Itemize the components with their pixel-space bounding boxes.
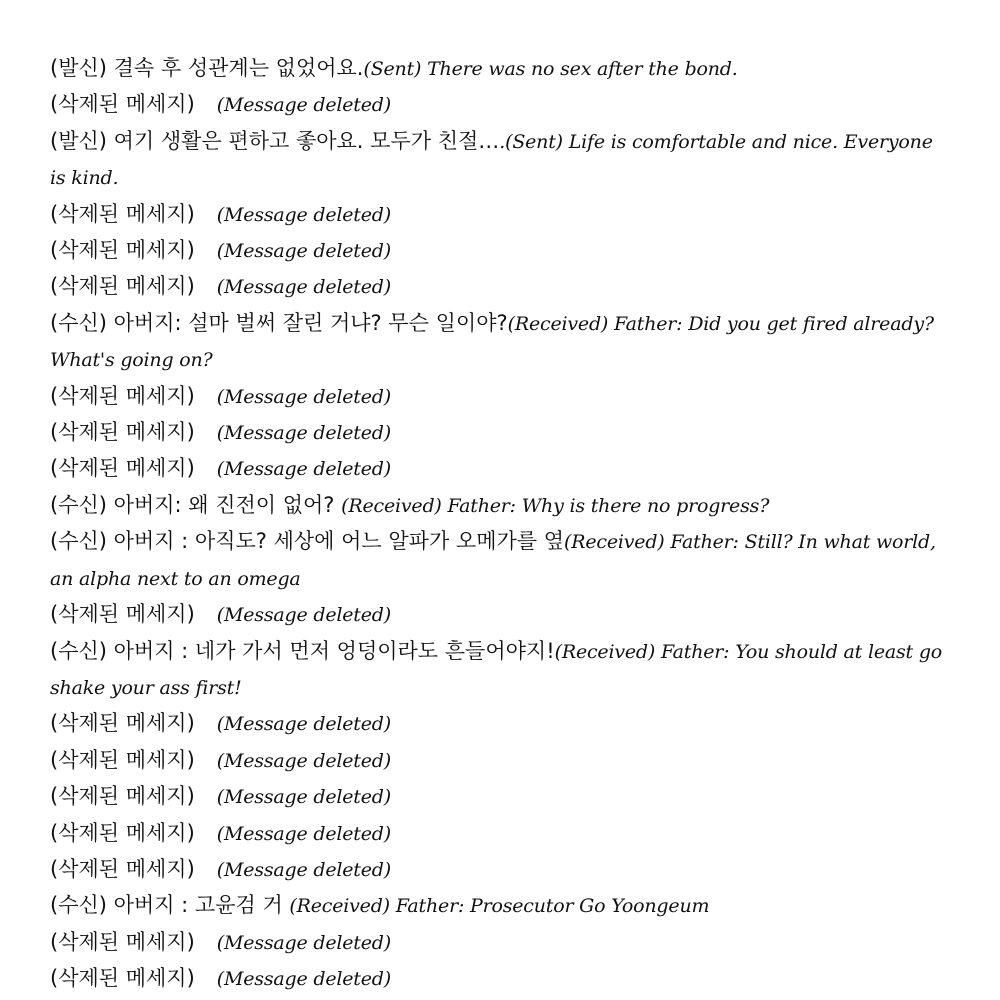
english-translation: (Message deleted)	[216, 968, 391, 991]
korean-text: (삭제된 메세지)	[50, 92, 195, 117]
english-translation: (Message deleted)	[216, 240, 391, 263]
deleted-message	[50, 743, 950, 779]
received-message	[50, 634, 950, 707]
english-translation: (Message deleted)	[216, 822, 391, 845]
deleted-message	[50, 269, 950, 305]
english-translation: (Received) Father: Did you get fired already? What's going on?	[50, 312, 934, 372]
korean-text: (발신) 결속 후 성관계는 없었어요.	[50, 56, 364, 80]
received-message	[50, 488, 950, 524]
deleted-message	[50, 233, 950, 269]
korean-text: (발신) 여기 생활은 편하고 좋아요. 모두가 친절…	[50, 128, 500, 153]
korean-text: (삭제된 메세지)	[50, 747, 195, 772]
deleted-message	[50, 816, 950, 852]
received-message	[50, 524, 950, 597]
english-translation: (Received) Father: Still? In what world, an alpha next to an omega	[50, 531, 936, 590]
english-translation: (Received) Father: You should at least go shake your ass first!	[50, 640, 943, 699]
sent-message	[50, 124, 950, 197]
korean-text: (삭제된 메세지)	[50, 201, 195, 226]
english-translation: (Received) Father: Prosecutor Go Yoongeum	[289, 895, 710, 918]
korean-text: (수신) 아버지: 왜 진전이 없어?	[50, 492, 342, 517]
korean-text: (삭제된 메세지)	[50, 784, 195, 809]
deleted-message	[50, 415, 950, 451]
english-translation: .(Sent) Life is comfortable and nice. Everyone is kind.	[50, 130, 933, 190]
english-translation: (Received) Father: Why is there no progress?	[341, 494, 770, 517]
deleted-message	[50, 852, 950, 888]
english-translation: (Message deleted)	[216, 94, 391, 117]
korean-text: (수신) 아버지: 설마 벌써 잘린 거냐? 무슨 일이야?	[50, 310, 508, 335]
english-translation: (Message deleted)	[216, 786, 391, 809]
deleted-message	[50, 451, 950, 487]
english-translation: (Message deleted)	[216, 931, 391, 954]
korean-text: (삭제된 메세지)	[50, 238, 195, 263]
korean-text: (삭제된 메세지)	[50, 420, 195, 445]
english-translation: (Message deleted)	[216, 203, 391, 226]
sent-message	[50, 51, 950, 87]
deleted-message	[50, 379, 950, 415]
korean-text: (삭제된 메세지)	[50, 383, 195, 408]
deleted-message	[50, 961, 950, 997]
english-translation: (Sent) There was no sex after the bond.	[363, 58, 738, 80]
korean-text: (수신) 아버지 : 네가 가서 먼저 엉덩이라도 흔들어야지!	[50, 638, 555, 663]
korean-text: (삭제된 메세지)	[50, 856, 195, 881]
english-translation: (Message deleted)	[216, 422, 391, 445]
korean-text: (삭제된 메세지)	[50, 820, 195, 845]
received-message	[50, 888, 950, 924]
korean-text: (수신) 아버지 : 아직도? 세상에 어느 알파가 오메가를 옆	[50, 529, 565, 554]
english-translation: (Message deleted)	[216, 713, 391, 736]
deleted-message	[50, 706, 950, 742]
deleted-message	[50, 197, 950, 233]
message-log	[50, 51, 950, 998]
deleted-message	[50, 925, 950, 961]
korean-text: (삭제된 메세지)	[50, 456, 195, 481]
english-translation: (Message deleted)	[216, 749, 391, 772]
english-translation: (Message deleted)	[216, 604, 391, 627]
deleted-message	[50, 87, 950, 123]
korean-text: (삭제된 메세지)	[50, 711, 195, 736]
deleted-message	[50, 779, 950, 815]
korean-text: (삭제된 메세지)	[50, 966, 195, 991]
korean-text: (삭제된 메세지)	[50, 602, 195, 627]
korean-text: (삭제된 메세지)	[50, 929, 195, 954]
english-translation: (Message deleted)	[216, 385, 391, 408]
received-message	[50, 306, 950, 379]
english-translation: (Message deleted)	[216, 858, 391, 881]
korean-text: (삭제된 메세지)	[50, 274, 195, 299]
korean-text: (수신) 아버지 : 고윤검 거	[50, 893, 290, 918]
english-translation: (Message deleted)	[216, 276, 391, 299]
deleted-message	[50, 597, 950, 633]
english-translation: (Message deleted)	[216, 458, 391, 481]
